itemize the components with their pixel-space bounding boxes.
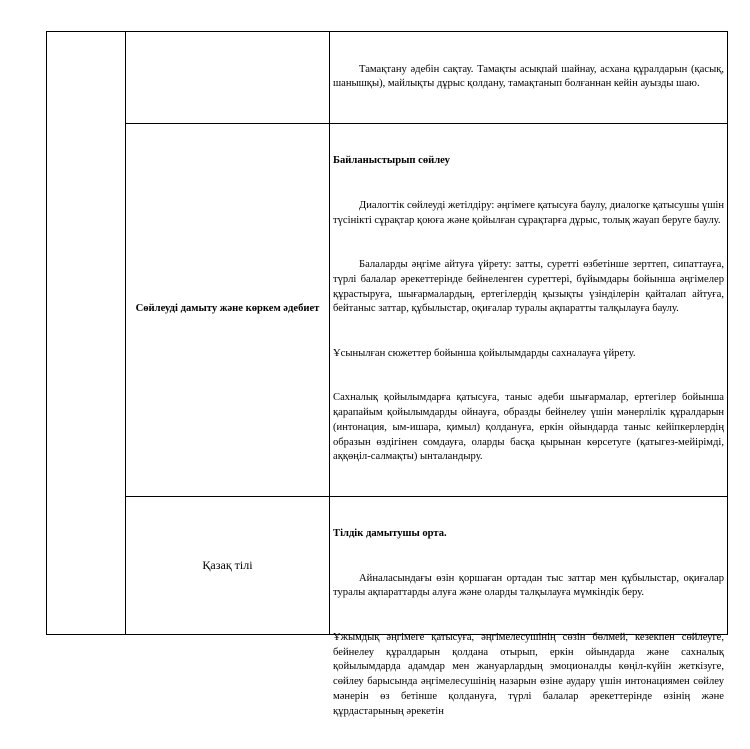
subject-cell: Қазақ тілі [126,496,330,634]
paragraph: Тамақтану әдебін сақтау. Тамақты асықпай шайнау, асхана құралдарын (қасық, шанышқы), майлықты дұрыс қолдану, тамақтанып болғаннан кейін ауызды шаю. [333,63,727,90]
paragraph: Ұсынылған сюжеттер бойынша қойылымдарды сахналауға үйрету. [333,347,636,359]
paragraph: Айналасындағы өзін қоршаған ортадан тыс заттар мен құбылыстар, оқиғалар туралы ақпараттарды алуға және оларды талқылауға мүмкіндік беру. [333,572,727,599]
section-heading: Тілдік дамытушы орта. [333,528,447,540]
section-heading: Байланыстырып сөйлеу [333,155,450,167]
content-cell [330,32,728,124]
curriculum-table [46,31,728,717]
subject-cell: Сөйлеуді дамыту және көркем әдебиет [126,123,330,496]
table-row [47,496,728,634]
subject-cell-empty [126,32,330,124]
table-row [47,123,728,496]
paragraph: Ұжымдық әңгімеге қатысуға, әңгімелесушінің сөзін бөлмей, кезекпен сөйлеуге, бейнелеу құралдарын қолдана отырып, еркін ойындарда және сахналық қойылымдарда адамдар мен жануарлардың эмоционалды көңіл-күйін жеткізуге, сөйлеу барысында әңгімелесушінің назарын өзіне аудару үшін интонациямен сөйлеу мәнерін өз бетінше қолдануға, түрлі балалар әрекеттерінде өзінің және құрдастарының әрекетін [333,631,727,717]
content-cell [330,123,728,496]
paragraph: Сахналық қойылымдарға қатысуға, таныс әдеби шығармалар, ертегілер бойынша қарапайым қойылымдарды ойнауға, образды бейнелеу үшін мәнерлілік құралдарын (интонация, ым-ишара, қимыл) қолдануға, еркін ойындарда таныс кейіпкерлердің образын өздігінен сомдауға, оларды басқа қырынан көрсетуге (қатыгез-мейірімді, аққөңіл-салмақты) ынталандыру. [333,392,727,463]
empty-first-column-cell [47,32,126,635]
table-row [47,32,728,124]
paragraph: Диалогтік сөйлеуді жетілдіру: әңгімеге қатысуға баулу, диалогке қатысушы үшін түсінікті сұрақтар қоюға және қойылған сұрақтарға дұрыс, толық жауап беруге баулу. [333,199,727,226]
paragraph: Балаларды әңгіме айтуға үйрету: затты, суретті өзбетінше зерттеп, сипаттауға, түрлі балалар әрекеттерінде бейнеленген суреттері, бұйымдары бойынша әңгімелер құрастыруға, шығармалардың, ертегілердің қызықты үзінділерін қайталап айтуға, бейтаныс заттар, құбылыстар, оқиғалар туралы ақпаратты талқылауға баулу. [333,258,727,315]
content-cell [330,496,728,717]
